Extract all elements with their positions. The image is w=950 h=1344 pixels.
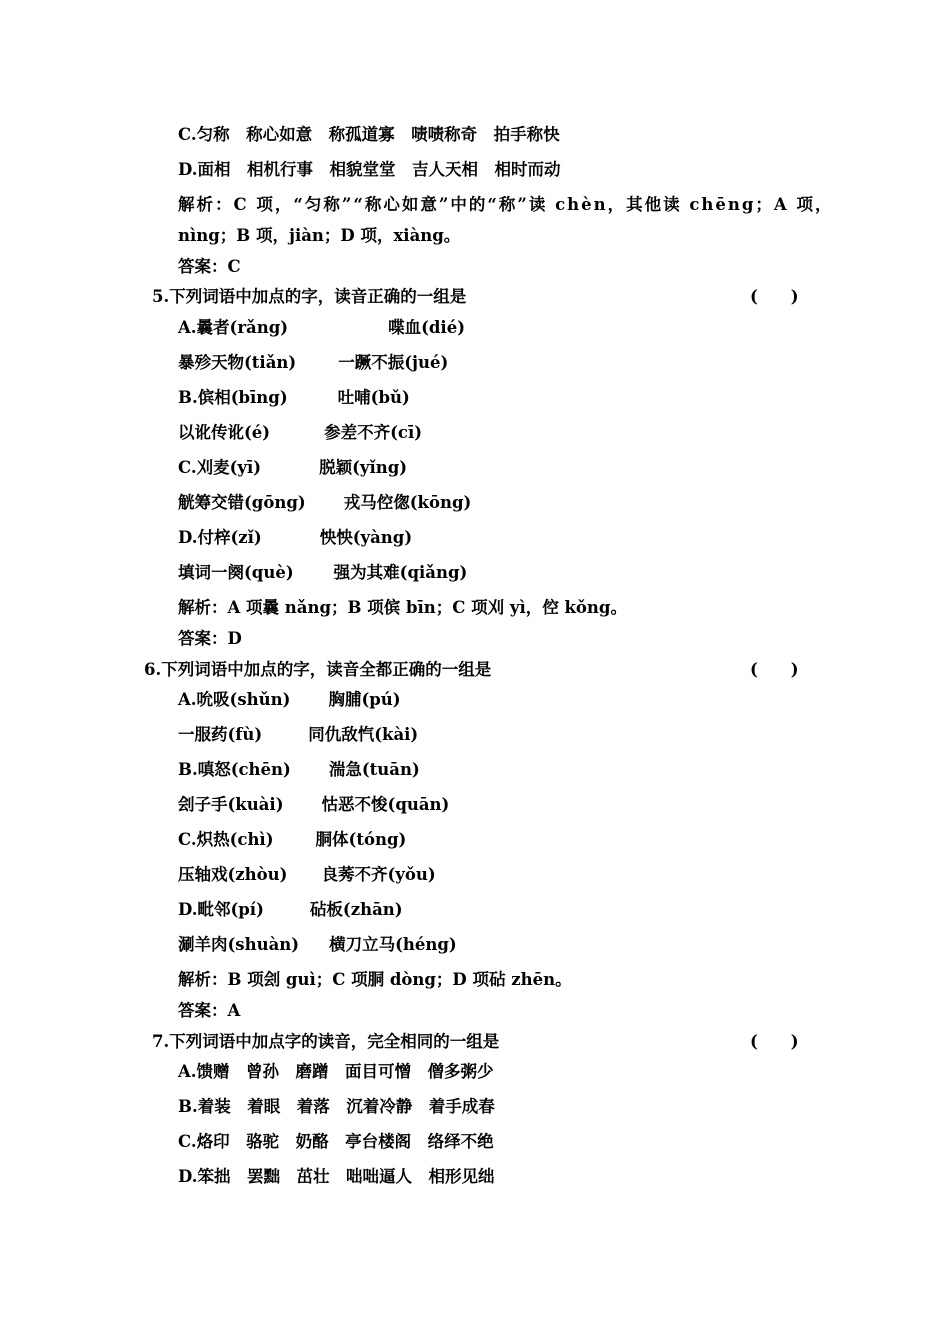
q5-a1: A.曩者(rǎng) [178,318,289,337]
q6-option-c-row1 [178,829,406,851]
q5-option-c-row2 [178,492,471,514]
q4-analysis-line1: 解析：C 项，“匀称”“称心如意”中的“称”读 chèn，其他读 chēng；A 项， [178,195,834,214]
q5-b1: B.傧相(bīng) [178,388,288,407]
q6-d4: 横刀立马(héng) [329,935,457,954]
q7-option-b: B.着装 着眼 着落 沉着冷静 着手成春 [178,1097,495,1116]
q5-d1: D.付梓(zǐ) [178,528,262,547]
q5-d3: 填词一阕(què) [178,563,294,582]
q6-c1: C.炽热(chì) [178,830,274,849]
q4-answer: 答案：C [178,257,241,276]
q5-option-a-row1 [178,317,465,339]
q6-b2: 湍急(tuān) [328,760,420,779]
q6-a4: 同仇敌忾(kài) [308,725,419,744]
q5-option-d-row2 [178,562,467,584]
q6-b4: 怙恶不悛(quān) [321,795,450,814]
q6-a1: A.吮吸(shǔn) [178,690,291,709]
q4-option-d: D.面相 相机行事 相貌堂堂 吉人天相 相时而动 [178,160,561,179]
q6-d3: 涮羊肉(shuàn) [178,935,300,954]
q6-analysis: 解析：B 项刽 guì；C 项胴 dòng；D 项砧 zhēn。 [178,970,572,989]
q5-a2: 喋血(dié) [388,318,465,337]
q5-a3: 暴殄天物(tiǎn) [178,353,297,372]
q7-option-d: D.笨拙 罢黜 茁壮 咄咄逼人 相形见绌 [178,1167,495,1186]
q5-stem: 5.下列词语中加点的字，读音正确的一组是 [152,287,467,306]
q5-option-c-row1 [178,457,407,479]
q6-option-a-row1 [178,689,401,711]
q6-answer: 答案：A [178,1001,241,1020]
q5-b4: 参差不齐(cī) [324,423,423,442]
q5-d2: 怏怏(yàng) [319,528,413,547]
q6-stem: 6.下列词语中加点的字，读音全都正确的一组是 [144,660,492,679]
q5-c4: 戎马倥偬(kōng) [343,493,472,512]
q6-b1: B.嗔怒(chēn) [178,760,291,779]
q6-a2: 胸脯(pú) [328,690,401,709]
q6-option-b-row2 [178,794,449,816]
q5-answer: 答案：D [178,629,242,648]
q6-option-c-row2 [178,864,436,886]
q5-b3: 以讹传讹(é) [178,423,271,442]
q5-answer-blank: ( ) [750,287,799,306]
q6-option-a-row2 [178,724,418,746]
q6-d1: D.毗邻(pí) [178,900,264,919]
q5-option-b-row2 [178,422,422,444]
q5-b2: 吐哺(bǔ) [337,388,410,407]
q4-analysis-line2: nìng；B 项，jiàn；D 项，xiàng。 [178,226,461,245]
q6-c3: 压轴戏(zhòu) [178,865,288,884]
q6-c4: 良莠不齐(yǒu) [321,865,436,884]
q7-option-c: C.烙印 骆驼 奶酪 亭台楼阁 络绎不绝 [178,1132,494,1151]
q6-b3: 刽子手(kuài) [178,795,284,814]
q6-answer-blank: ( ) [750,660,799,679]
q6-c2: 胴体(tóng) [315,830,407,849]
q5-a4: 一蹶不振(jué) [338,353,449,372]
q6-a3: 一服药(fù) [178,725,263,744]
q5-c2: 脱颖(yǐng) [319,458,408,477]
q7-answer-blank: ( ) [750,1032,799,1051]
q6-option-d-row1 [178,899,403,921]
q6-d2: 砧板(zhān) [309,900,403,919]
q5-option-a-row2 [178,352,448,374]
q5-option-d-row1 [178,527,412,549]
q6-option-b-row1 [178,759,420,781]
q5-d4: 强为其难(qiǎng) [333,563,468,582]
q7-option-a: A.馈赠 曾孙 磨蹭 面目可憎 僧多粥少 [178,1062,494,1081]
q6-option-d-row2 [178,934,457,956]
q5-c1: C.刈麦(yī) [178,458,262,477]
q5-option-b-row1 [178,387,410,409]
q4-option-c: C.匀称 称心如意 称孤道寡 啧啧称奇 拍手称快 [178,125,560,144]
q5-analysis: 解析：A 项曩 nǎng；B 项傧 bīn；C 项刈 yì，倥 kǒng。 [178,598,627,617]
q7-stem: 7.下列词语中加点字的读音，完全相同的一组是 [152,1032,500,1051]
q5-c3: 觥筹交错(gōng) [178,493,306,512]
